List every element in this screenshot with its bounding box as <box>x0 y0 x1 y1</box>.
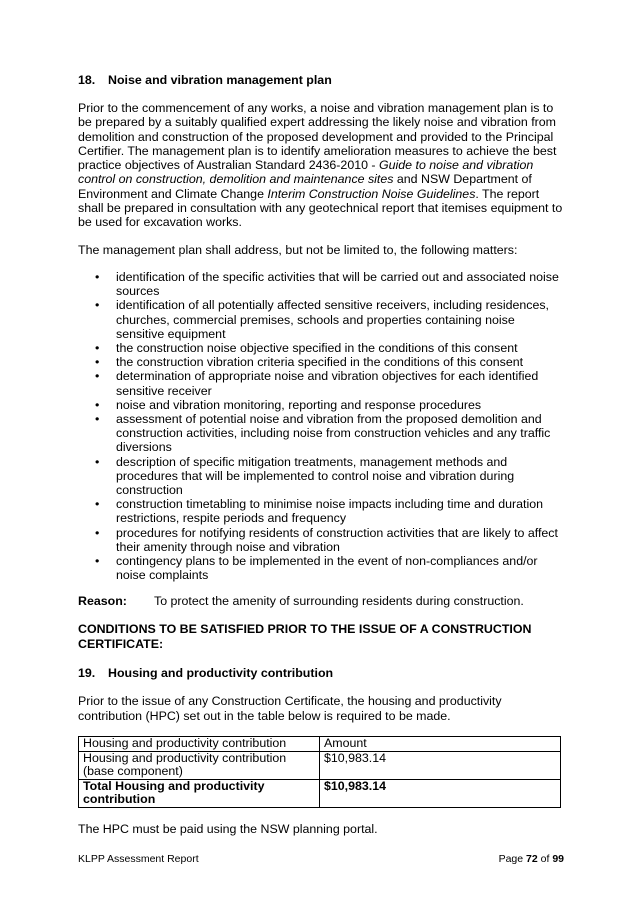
list-item <box>78 341 564 355</box>
list-item <box>78 298 564 341</box>
section-19-paragraph-2: The HPC must be paid using the NSW planning portal. <box>78 821 378 836</box>
table-cell: Total Housing and productivity contribution <box>79 779 320 807</box>
conditions-heading: CONDITIONS TO BE SATISFIED PRIOR TO THE ISSUE OF A CONSTRUCTION CERTIFICATE: <box>78 622 532 651</box>
table-row <box>79 751 561 779</box>
list-item <box>78 497 564 525</box>
list-item <box>78 554 564 582</box>
bullet-icon: • <box>95 554 100 569</box>
section-18-paragraph-1 <box>78 101 564 230</box>
bullet-icon: • <box>95 412 100 426</box>
section-number: 19. <box>78 666 96 681</box>
section-18-heading <box>78 72 564 88</box>
page-footer <box>78 853 564 865</box>
bullet-icon: • <box>95 340 100 355</box>
list-item <box>78 526 564 554</box>
table-cell: $10,983.14 <box>320 779 561 807</box>
list-item-text: determination of appropriate noise and vibration objectives for each identified sensitive receiver <box>116 369 539 398</box>
reason-label: Reason: <box>78 594 127 609</box>
table-cell: Housing and productivity contribution (base component) <box>79 751 320 779</box>
list-item <box>78 455 564 498</box>
table-cell: $10,983.14 <box>320 751 561 779</box>
paragraph-text: . The report shall be prepared in consultation with any geotechnical report that itemises equipment to be used for excavation works. <box>78 186 563 230</box>
list-item <box>78 270 564 298</box>
list-item <box>78 355 564 369</box>
bullet-icon: • <box>95 397 100 412</box>
page-mid: of <box>537 853 553 865</box>
document-page <box>78 72 564 849</box>
matters-list <box>78 270 564 582</box>
bullet-icon: • <box>95 355 100 370</box>
paragraph-text: and NSW Department of Environment and Climate Change <box>78 172 532 201</box>
table-header-row <box>79 737 561 752</box>
list-item <box>78 412 564 455</box>
list-item-text: identification of the specific activities that will be carried out and associated noise sources <box>116 269 559 299</box>
section-19-heading <box>78 665 564 681</box>
bullet-icon: • <box>95 497 100 512</box>
list-item-text: identification of all potentially affected sensitive receivers, including residences, churches, commercial premises, schools and properties containing noise sensitive equipment <box>116 298 549 341</box>
list-item-text: procedures for notifying residents of construction activities that are likely to affect their amenity through noise and vibration <box>116 525 558 554</box>
section-title: Housing and productivity contribution <box>108 666 334 681</box>
bullet-icon: • <box>95 298 100 313</box>
hpc-table <box>78 736 561 808</box>
table-total-row <box>79 779 561 807</box>
section-title: Noise and vibration management plan <box>108 73 332 87</box>
footer-report-title: KLPP Assessment Report <box>78 853 199 865</box>
paragraph-text: Prior to the commencement of any works, a noise and vibration management plan is to be prepared by a suitably qualified expert addressing the likely noise and vibration from demolition and construction of the proposed development and provided to the Principal Certifier. The management plan is to identify amelioration measures to achieve the best practice objectives of Australian Standard 2436-2010 - <box>78 101 557 173</box>
section-number: 18. <box>78 73 96 87</box>
bullet-icon: • <box>95 369 100 384</box>
list-item-text: assessment of potential noise and vibration from the proposed demolition and construction activities, including noise from construction vehicles and any traffic diversions <box>116 412 551 455</box>
page-prefix: Page <box>498 853 527 865</box>
list-item-text: the construction noise objective specified in the conditions of this consent <box>116 340 518 355</box>
page-total: 99 <box>552 853 564 865</box>
list-item-text: construction timetabling to minimise noise impacts including time and duration restrictions, respite periods and frequency <box>116 497 543 526</box>
standard-title: Guide to noise and vibration control on construction, demolition and maintenance sites <box>78 158 534 187</box>
table-header-cell: Amount <box>320 737 561 752</box>
bullet-icon: • <box>95 454 100 469</box>
list-item <box>78 398 564 412</box>
list-item-text: description of specific mitigation treatments, management methods and procedures that will be implemented to control noise and vibration during construction <box>116 454 515 498</box>
section-19-paragraph-1: Prior to the issue of any Construction Certificate, the housing and productivity contribution (HPC) set out in the table below is required to be made. <box>78 694 502 723</box>
page-number <box>499 853 564 865</box>
list-item <box>78 369 564 397</box>
guideline-title: Interim Construction Noise Guidelines <box>267 186 476 201</box>
list-item-text: contingency plans to be implemented in the event of non-compliances and/or noise complaints <box>116 554 538 583</box>
table-header-cell: Housing and productivity contribution <box>79 737 320 752</box>
reason-line <box>78 594 564 609</box>
list-item-text: the construction vibration criteria specified in the conditions of this consent <box>116 355 524 370</box>
section-18-paragraph-2: The management plan shall address, but not be limited to, the following matters: <box>78 242 518 257</box>
bullet-icon: • <box>95 525 100 540</box>
bullet-icon: • <box>95 269 100 284</box>
reason-text: To protect the amenity of surrounding residents during construction. <box>154 594 524 609</box>
page-current: 72 <box>526 853 538 865</box>
list-item-text: noise and vibration monitoring, reporting and response procedures <box>116 397 482 412</box>
